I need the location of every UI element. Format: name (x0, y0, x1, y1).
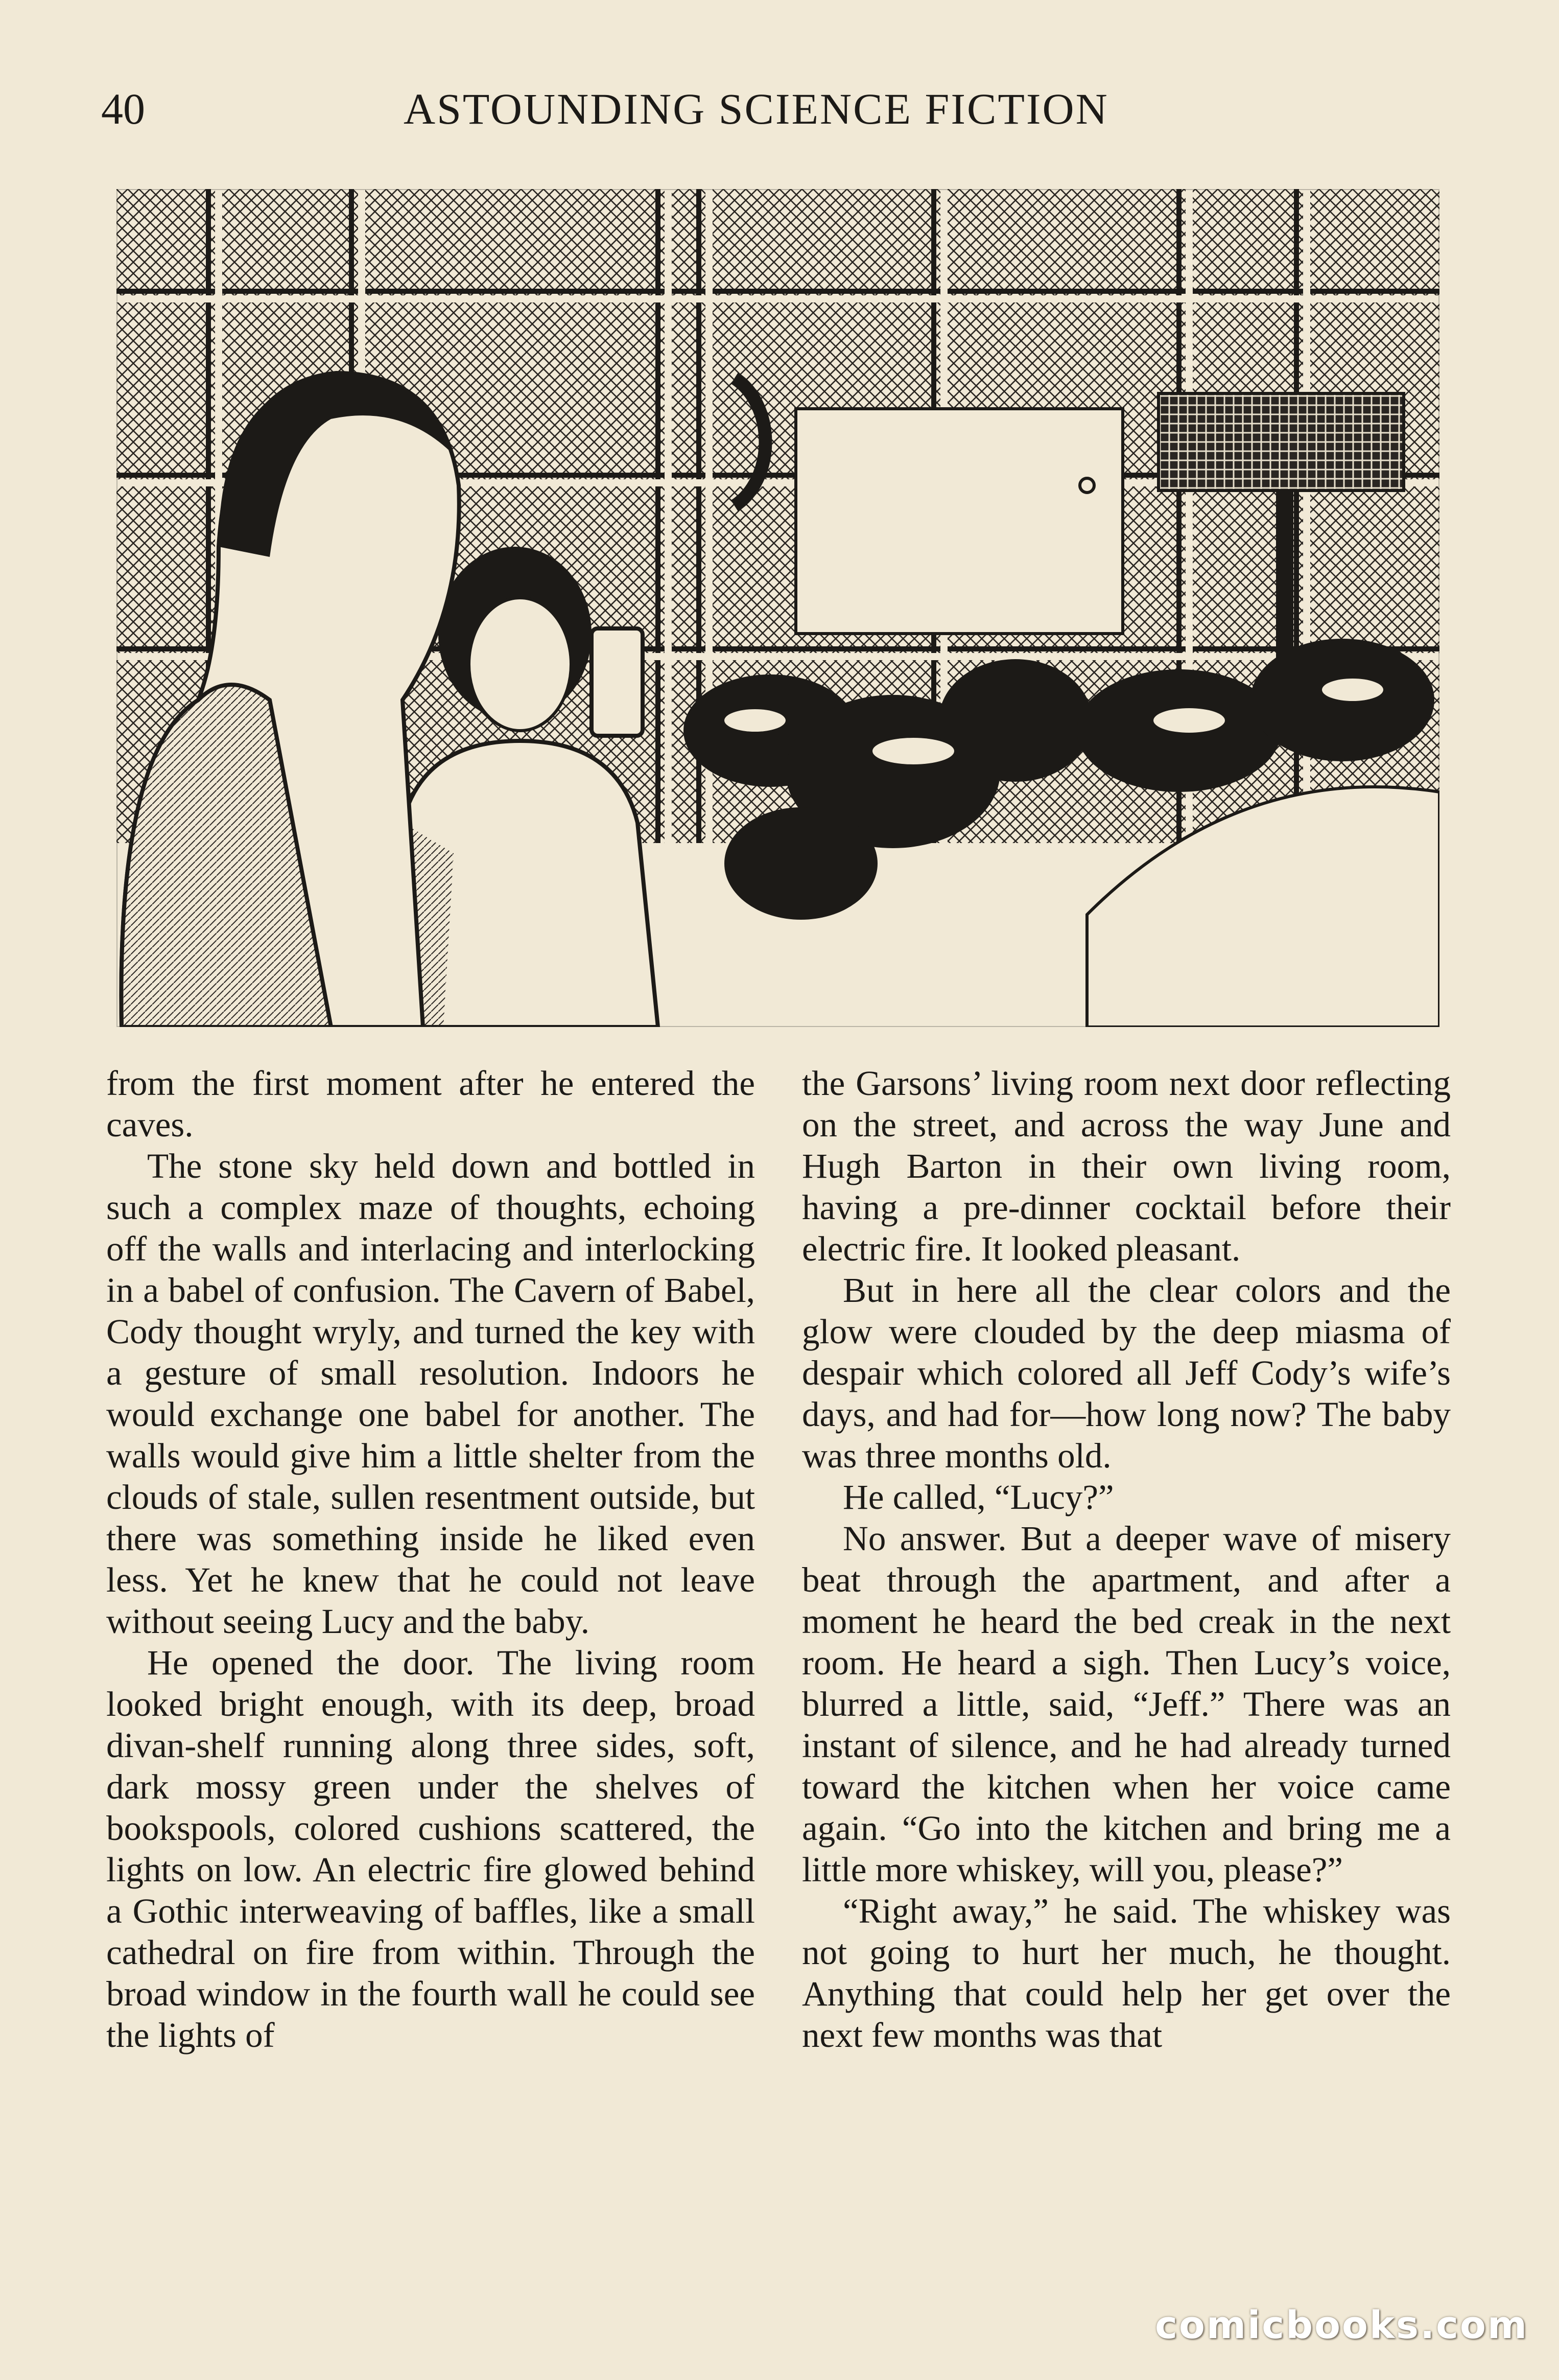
page-number: 40 (101, 84, 145, 133)
right-column (802, 1063, 1451, 2056)
illustration-man-and-woman-with-plants-icon (116, 189, 1439, 1027)
left-column (106, 1063, 755, 2056)
running-title: ASTOUNDING SCIENCE FICTION (404, 84, 1109, 133)
paragraph: “Right away,” he said. The whiskey was not going to hurt her much, he thought. Anything that could help her get over the next few months was that (802, 1892, 1451, 2055)
watermark: comicbooks.com (1155, 2303, 1528, 2347)
paragraph: the Garsons’ living room next door reflecting on the street, and across the way June and Hugh Barton in their own living room, having a pre-dinner cocktail before their electric fire. It looked pleasant. (802, 1064, 1451, 1268)
paragraph: No answer. But a deeper wave of misery beat through the apartment, and after a moment he heard the bed creak in the next room. He heard a sigh. Then Lucy’s voice, blurred a little, said, “Jeff.” There was an instant of silence, and he had already turned toward the kitchen when her voice came again. “Go into the kitchen and bring me a little more whiskey, will you, please?” (802, 1519, 1451, 1889)
paragraph: from the first moment after he entered the caves. (106, 1064, 755, 1144)
paragraph: But in here all the clear colors and the glow were clouded by the deep miasma of despair which colored all Jeff Cody’s wife’s days, and had for—how long now? The baby was three months old. (802, 1271, 1451, 1475)
paragraph: He opened the door. The living room looked bright enough, with its deep, broad divan-shelf running along three sides, soft, dark mossy green under the shelves of bookspools, colored cushions scattered, the lights on low. An electric fire glowed behind a Gothic interweaving of baffles, like a small cathedral on fire from within. Through the broad window in the fourth wall he could see the lights of (106, 1643, 755, 2055)
paragraph: The stone sky held down and bottled in such a complex maze of thoughts, echoing off the walls and interlacing and interlocking in a babel of confusion. The Cavern of Babel, Cody thought wryly, and turned the key with a gesture of small resolution. Indoors he would exchange one babel for another. The walls would give him a little shelter from the clouds of stale, sullen resentment outside, but there was something inside he liked even less. Yet he knew that he could not leave without seeing Lucy and the baby. (106, 1147, 755, 1641)
paragraph: He called, “Lucy?” (843, 1478, 1114, 1516)
